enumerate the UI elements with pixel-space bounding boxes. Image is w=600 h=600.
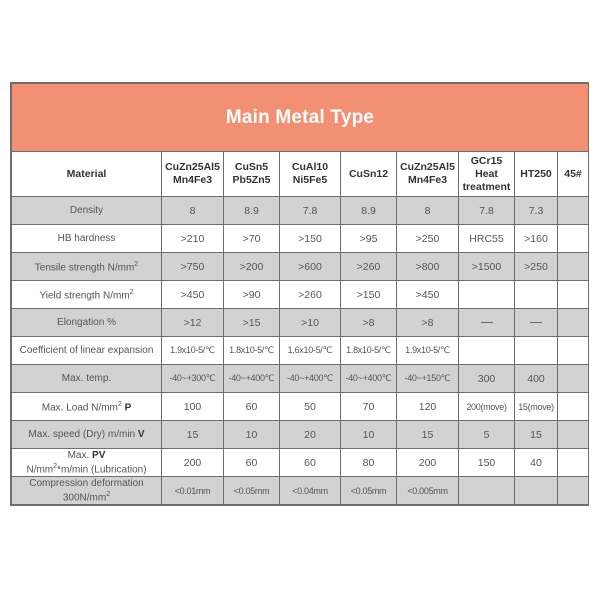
label-text: Compression deformation — [29, 477, 144, 489]
value-cell: <0.005mm — [397, 477, 459, 505]
value-cell: 150 — [459, 449, 515, 477]
value-cell — [558, 281, 589, 309]
table-row — [12, 421, 589, 449]
table-row — [12, 225, 589, 253]
row-label — [12, 365, 162, 393]
value-cell: 10 — [224, 421, 280, 449]
value-cell: 60 — [224, 393, 280, 421]
header-material-8: 45# — [558, 152, 589, 197]
value-cell — [558, 393, 589, 421]
value-cell: 200(move) — [459, 393, 515, 421]
value-cell: 200 — [397, 449, 459, 477]
label-symbol: V — [137, 429, 145, 440]
value-cell: >160 — [515, 225, 558, 253]
value-cell: <0.01mm — [162, 477, 224, 505]
value-cell: 15(move) — [515, 393, 558, 421]
value-cell: 60 — [224, 449, 280, 477]
label-unit: 300N/mm — [62, 492, 107, 504]
row-label — [12, 421, 162, 449]
value-cell: 1.6x10-5/℃ — [280, 337, 341, 365]
header-material-2: CuSn5 Pb5Zn5 — [224, 152, 280, 197]
row-label — [12, 449, 162, 477]
value-cell: 40 — [515, 449, 558, 477]
value-cell — [558, 253, 589, 281]
label-unit-suffix: *m/min (Lubrication) — [57, 464, 147, 476]
value-cell: >12 — [162, 309, 224, 337]
value-cell: 1.9x10-5/℃ — [397, 337, 459, 365]
value-cell: -40~+300℃ — [162, 365, 224, 393]
value-cell: 7.3 — [515, 197, 558, 225]
value-cell: >250 — [515, 253, 558, 281]
value-cell — [459, 477, 515, 505]
label-text: Density — [69, 205, 104, 216]
value-cell — [558, 309, 589, 337]
metal-type-table — [11, 83, 589, 505]
value-cell — [459, 309, 515, 337]
value-cell: <0.05mm — [224, 477, 280, 505]
value-cell: -40~+400℃ — [341, 365, 397, 393]
row-label — [12, 197, 162, 225]
label-text: Yield strength N/mm — [39, 290, 130, 302]
value-cell — [558, 365, 589, 393]
label-sup: 2 — [53, 462, 58, 470]
value-cell: 70 — [341, 393, 397, 421]
table-row — [12, 393, 589, 421]
label-text: Coefficient of linear expansion — [19, 345, 154, 356]
value-cell: >260 — [341, 253, 397, 281]
table-row — [12, 365, 589, 393]
value-cell: 8.9 — [224, 197, 280, 225]
label-text: Max. temp. — [61, 373, 112, 384]
value-cell: 10 — [341, 421, 397, 449]
label-text: Max. speed (Dry) m/min — [28, 429, 136, 440]
value-cell: >15 — [224, 309, 280, 337]
value-cell: 100 — [162, 393, 224, 421]
value-cell: >450 — [162, 281, 224, 309]
header-row — [12, 152, 589, 197]
header-material-7: HT250 — [515, 152, 558, 197]
label-text: Max. Load N/mm — [41, 402, 118, 414]
value-cell — [515, 337, 558, 365]
value-cell: 60 — [280, 449, 341, 477]
value-cell: >8 — [341, 309, 397, 337]
label-sup: 2 — [134, 261, 139, 269]
value-cell: 20 — [280, 421, 341, 449]
table-row — [12, 281, 589, 309]
value-cell — [515, 281, 558, 309]
row-label — [12, 477, 162, 505]
row-label — [12, 337, 162, 365]
value-cell: 400 — [515, 365, 558, 393]
value-cell: >70 — [224, 225, 280, 253]
value-cell: >260 — [280, 281, 341, 309]
table-row — [12, 449, 589, 477]
value-cell: 1.8x10-5/℃ — [224, 337, 280, 365]
value-cell — [459, 281, 515, 309]
value-cell: -40~+400℃ — [280, 365, 341, 393]
value-cell: 120 — [397, 393, 459, 421]
row-label — [12, 309, 162, 337]
value-cell: -40~+400℃ — [224, 365, 280, 393]
value-cell: >1500 — [459, 253, 515, 281]
header-material-3: CuAl10 Ni5Fe5 — [280, 152, 341, 197]
header-material-4: CuSn12 — [341, 152, 397, 197]
value-cell — [558, 225, 589, 253]
value-cell — [515, 309, 558, 337]
header-material-1: CuZn25Al5 Mn4Fe3 — [162, 152, 224, 197]
value-cell: >150 — [280, 225, 341, 253]
value-cell: HRC55 — [459, 225, 515, 253]
label-sup: 2 — [106, 490, 111, 498]
value-cell: >200 — [224, 253, 280, 281]
row-label — [12, 281, 162, 309]
value-cell: 15 — [515, 421, 558, 449]
value-cell — [558, 337, 589, 365]
value-cell: 300 — [459, 365, 515, 393]
label-unit: N/mm — [26, 464, 54, 476]
label-text: Elongation % — [57, 317, 116, 328]
header-material-5: CuZn25Al5 Mn4Fe3 — [397, 152, 459, 197]
value-cell: >250 — [397, 225, 459, 253]
value-cell: 7.8 — [280, 197, 341, 225]
label-text: Tensile strength N/mm — [34, 262, 135, 274]
value-cell: 200 — [162, 449, 224, 477]
value-cell: 8.9 — [341, 197, 397, 225]
value-cell: 15 — [162, 421, 224, 449]
table-row — [12, 309, 589, 337]
value-cell: >210 — [162, 225, 224, 253]
value-cell: 8 — [162, 197, 224, 225]
value-cell: 1.8x10-5/℃ — [341, 337, 397, 365]
value-cell: >95 — [341, 225, 397, 253]
value-cell: >750 — [162, 253, 224, 281]
table-body — [12, 197, 589, 505]
value-cell: >450 — [397, 281, 459, 309]
value-cell: 15 — [397, 421, 459, 449]
value-cell: >600 — [280, 253, 341, 281]
label-text: HB hardness — [57, 233, 116, 244]
label-symbol: PV — [92, 449, 106, 461]
table-row — [12, 477, 589, 505]
value-cell: -40~+150℃ — [397, 365, 459, 393]
table-title: Main Metal Type — [12, 84, 589, 152]
value-cell — [558, 421, 589, 449]
metal-type-table-container — [10, 82, 589, 506]
value-cell — [558, 197, 589, 225]
row-label — [12, 253, 162, 281]
value-cell: >8 — [397, 309, 459, 337]
value-cell: 50 — [280, 393, 341, 421]
dash-mark — [481, 322, 493, 323]
value-cell: 8 — [397, 197, 459, 225]
value-cell: 7.8 — [459, 197, 515, 225]
value-cell: 5 — [459, 421, 515, 449]
value-cell — [558, 449, 589, 477]
label-sup: 2 — [129, 289, 134, 297]
header-material-6: GCr15 Heat treatment — [459, 152, 515, 197]
value-cell — [515, 477, 558, 505]
dash-mark — [530, 322, 542, 323]
value-cell — [459, 337, 515, 365]
value-cell: >800 — [397, 253, 459, 281]
label-sup: 2 — [117, 401, 122, 409]
label-symbol: P — [124, 402, 132, 414]
table-row — [12, 337, 589, 365]
table-row — [12, 253, 589, 281]
value-cell: <0.04mm — [280, 477, 341, 505]
value-cell: 1.9x10-5/℃ — [162, 337, 224, 365]
value-cell — [558, 477, 589, 505]
label-text: Max. — [67, 449, 93, 461]
value-cell: >150 — [341, 281, 397, 309]
row-label — [12, 393, 162, 421]
row-label — [12, 225, 162, 253]
value-cell: 80 — [341, 449, 397, 477]
value-cell: >10 — [280, 309, 341, 337]
table-row — [12, 197, 589, 225]
value-cell: <0.05mm — [341, 477, 397, 505]
value-cell: >90 — [224, 281, 280, 309]
header-material: Material — [12, 152, 162, 197]
